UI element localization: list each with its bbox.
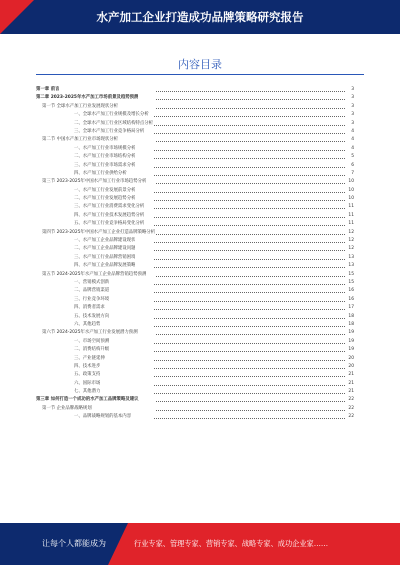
toc-dot-leader (156, 410, 345, 411)
toc-entry-page: 10 (348, 196, 354, 202)
toc-dot-leader (154, 125, 345, 126)
toc-entry-label: 四、消费者需求 (74, 305, 105, 311)
toc-divider (36, 74, 364, 75)
toc-entry-page: 10 (348, 187, 354, 193)
toc-entry-label: 五、技术发展方向 (74, 313, 110, 319)
toc-entry-page: 15 (348, 279, 354, 285)
toc-entry-page: 11 (348, 212, 354, 218)
toc-entry-page: 5 (351, 154, 354, 160)
toc-dot-leader (154, 158, 345, 159)
report-title: 水产加工企业打造成功品牌策略研究报告 (96, 10, 304, 24)
toc-dot-leader (156, 276, 345, 277)
toc-entry-page: 12 (348, 229, 354, 235)
toc-entry-label: 四、水产加工行业供给分析 (74, 170, 127, 176)
toc-entry[interactable] (36, 145, 354, 153)
toc-entry[interactable] (36, 111, 354, 119)
toc-dot-leader (154, 225, 345, 226)
toc-entry[interactable] (36, 128, 354, 136)
toc-entry-page: 22 (348, 397, 354, 403)
toc-entry[interactable] (36, 195, 354, 203)
toc-entry[interactable] (36, 86, 354, 94)
toc-entry[interactable] (36, 304, 354, 312)
toc-entry[interactable] (36, 262, 354, 270)
toc-entry[interactable] (36, 187, 354, 195)
toc-dot-leader (154, 150, 345, 151)
toc-dot-leader (154, 343, 345, 344)
toc-entry[interactable] (36, 212, 354, 220)
toc-entry[interactable] (36, 103, 354, 111)
toc-entry-label: 四、技术进步 (74, 363, 101, 369)
toc-entry-label: 二、水产加工行业发展趋势分析 (74, 196, 136, 202)
toc-entry-page: 10 (348, 179, 354, 185)
toc-dot-leader (154, 418, 345, 419)
toc-entry-page: 21 (348, 389, 354, 395)
toc-entry-label: 二、消费结构升级 (74, 347, 110, 353)
toc-entry-page: 19 (348, 347, 354, 353)
toc-entry-label: 第五节 2024-2025年水产加工企业品牌营销趋势预测 (42, 271, 147, 277)
toc-entry-label: 六、国际市场 (74, 380, 101, 386)
toc-entry-label: 四、水产加工行业技术发展趋势分析 (74, 212, 145, 218)
toc-entry-label: 一、品牌战略规划的基本内容 (74, 414, 132, 420)
toc-entry-page: 16 (348, 288, 354, 294)
toc-entry[interactable] (36, 94, 354, 102)
toc-entry-page: 3 (351, 95, 354, 101)
toc-dot-leader (154, 368, 345, 369)
toc-entry-label: 七、其他潜力 (74, 389, 101, 395)
toc-entry-label: 第一节 全球水产加工行业发展现状分析 (42, 103, 119, 109)
toc-entry-page: 12 (348, 246, 354, 252)
toc-dot-leader (156, 234, 345, 235)
toc-entry-page: 19 (348, 338, 354, 344)
toc-entry-label: 第六节 2024-2025年水产加工行业发展潜力预测 (42, 330, 138, 336)
toc-entry-label: 三、行业竞争环境 (74, 296, 110, 302)
toc-entry-page: 18 (348, 321, 354, 327)
toc-entry[interactable] (36, 254, 354, 262)
toc-dot-leader (154, 259, 345, 260)
toc-dot-leader (154, 292, 345, 293)
toc-entry-page: 4 (351, 137, 354, 143)
toc-entry-label: 二、水产加工行业市场结构分析 (74, 154, 136, 160)
toc-entry-page: 6 (351, 162, 354, 168)
toc-entry-page: 19 (348, 330, 354, 336)
toc-entry-label: 第一章 前言 (36, 87, 60, 92)
toc-dot-leader (154, 133, 345, 134)
toc-entry-page: 15 (348, 271, 354, 277)
toc-entry[interactable] (36, 287, 354, 295)
toc-entry[interactable] (36, 220, 354, 228)
toc-entry-label: 一、水产加工行业发展前景分析 (74, 187, 136, 193)
toc-entry-page: 16 (348, 296, 354, 302)
toc-dot-leader (154, 284, 345, 285)
toc-entry-label: 一、水产加工企业品牌建设现状 (74, 238, 136, 244)
toc-title: 内容目录 (178, 58, 222, 71)
toc-entry-label: 一、市场空间预测 (74, 338, 110, 344)
toc-dot-leader (154, 393, 345, 394)
toc-entry[interactable] (36, 178, 354, 186)
toc-entry-label: 四、水产加工企业品牌发展策略 (74, 263, 136, 269)
toc-entry-label: 三、水产加工行业消费需求变化分析 (74, 204, 145, 210)
toc-entry-label: 三、产业链延伸 (74, 355, 105, 361)
toc-entry-label: 第二章 2023-2025年水产加工市场前景及趋势预测 (36, 95, 139, 101)
footer-slogan: 让每个人都能成为 (42, 539, 106, 548)
toc-dot-leader (154, 167, 345, 168)
toc-dot-leader (154, 309, 345, 310)
toc-entry-label: 二、品牌营销渠道 (74, 288, 110, 294)
toc-entry[interactable] (36, 380, 354, 388)
toc-dot-leader (154, 217, 345, 218)
toc-entry[interactable] (36, 413, 354, 421)
toc-entry-page: 20 (348, 363, 354, 369)
toc-entry-page: 13 (348, 254, 354, 260)
toc-dot-leader (154, 360, 345, 361)
toc-entry-page: 12 (348, 238, 354, 244)
toc-dot-leader (154, 376, 345, 377)
toc-entry-label: 三、全球水产加工行业竞争格局分析 (74, 128, 145, 134)
toc-dot-leader (154, 175, 345, 176)
toc-dot-leader (154, 318, 345, 319)
toc-entry-label: 五、水产加工行业竞争格局变化分析 (74, 221, 145, 227)
toc-dot-leader (154, 208, 345, 209)
toc-entry-page: 21 (348, 372, 354, 378)
toc-dot-leader (154, 192, 345, 193)
toc-entry[interactable] (36, 396, 354, 404)
toc-entry-label: 二、水产加工企业品牌建设问题 (74, 246, 136, 252)
toc-dot-leader (154, 385, 345, 386)
toc-entry-page: 3 (351, 103, 354, 109)
toc-entry-page: 11 (348, 204, 354, 210)
toc-entry[interactable] (36, 245, 354, 253)
toc-entry[interactable] (36, 388, 354, 396)
toc-entry-page: 3 (351, 120, 354, 126)
toc-entry-page: 7 (351, 170, 354, 176)
toc-entry[interactable] (36, 329, 354, 337)
toc-entry-label: 三、水产加工行业市场需求分析 (74, 162, 136, 168)
toc-entry-page: 18 (348, 313, 354, 319)
toc-entry[interactable] (36, 203, 354, 211)
toc-dot-leader (154, 200, 345, 201)
toc-entry-page: 4 (351, 128, 354, 134)
toc-dot-leader (154, 116, 345, 117)
toc-dot-leader (154, 351, 345, 352)
toc-dot-leader (154, 250, 345, 251)
toc-dot-leader (156, 183, 345, 184)
toc-entry-page: 22 (348, 405, 354, 411)
toc-entry-page: 3 (351, 112, 354, 118)
toc-entry[interactable] (36, 162, 354, 170)
toc-dot-leader (154, 326, 345, 327)
toc-entry-label: 一、水产加工行业市场规模分析 (74, 145, 136, 151)
toc-entry-label: 二、全球水产加工行业区域结构特点分析 (74, 120, 154, 126)
toc-entry[interactable] (36, 363, 354, 371)
toc-dot-leader (156, 99, 345, 100)
toc-entry[interactable] (36, 355, 354, 363)
toc-entry-page: 3 (351, 87, 354, 92)
toc-entry-page: 17 (348, 305, 354, 311)
toc-entry[interactable] (36, 371, 354, 379)
toc-entry-page: 13 (348, 263, 354, 269)
toc-entry[interactable] (36, 170, 354, 178)
toc-entry[interactable] (36, 405, 354, 413)
toc-entry[interactable] (36, 136, 354, 144)
toc-entry[interactable] (36, 153, 354, 161)
toc-entry-label: 一、全球水产加工行业规模及增长分析 (74, 112, 149, 118)
toc-dot-leader (156, 108, 345, 109)
toc-entry-page: 4 (351, 145, 354, 151)
toc-entry-label: 第三节 2023-2025年中国水产加工行业市场趋势分析 (42, 179, 147, 185)
toc-entry-label: 第三章 如何打造一个成功的水产加工品牌策略及建议 (36, 397, 139, 403)
toc-entry-label: 第一节 企业品牌战略规划 (42, 405, 92, 411)
toc-entry[interactable] (36, 346, 354, 354)
toc-entry-label: 五、政策支持 (74, 372, 101, 378)
toc-dot-leader (156, 91, 345, 92)
toc-entry-label: 六、其他趋势 (74, 321, 101, 327)
toc-entry[interactable] (36, 338, 354, 346)
toc-entry[interactable] (36, 237, 354, 245)
toc-entry[interactable] (36, 321, 354, 329)
toc-entry-page: 20 (348, 355, 354, 361)
toc-entry-label: 第二节 中国水产加工行业市场现状分析 (42, 137, 119, 143)
toc-dot-leader (156, 334, 345, 335)
toc-entry[interactable] (36, 120, 354, 128)
toc-dot-leader (156, 401, 345, 402)
toc-dot-leader (154, 301, 345, 302)
toc-dot-leader (154, 267, 345, 268)
toc-entry-page: 11 (348, 221, 354, 227)
toc-list (36, 86, 354, 422)
toc-entry-label: 第四节 2023-2025年中国水产加工企业打造品牌策略分析 (42, 229, 156, 235)
toc-entry-page: 22 (348, 414, 354, 420)
toc-entry[interactable] (36, 279, 354, 287)
toc-entry[interactable] (36, 229, 354, 237)
toc-entry-page: 21 (348, 380, 354, 386)
toc-entry[interactable] (36, 313, 354, 321)
footer-accent-slash (108, 523, 128, 565)
toc-dot-leader (156, 141, 345, 142)
toc-dot-leader (154, 242, 345, 243)
toc-entry-label: 三、水产加工行业品牌营销困境 (74, 254, 136, 260)
toc-entry[interactable] (36, 296, 354, 304)
toc-entry[interactable] (36, 271, 354, 279)
footer-tagline: 行业专家、管理专家、营销专家、战略专家、成功企业家…… (134, 539, 329, 548)
toc-entry-label: 一、营销模式创新 (74, 279, 110, 285)
